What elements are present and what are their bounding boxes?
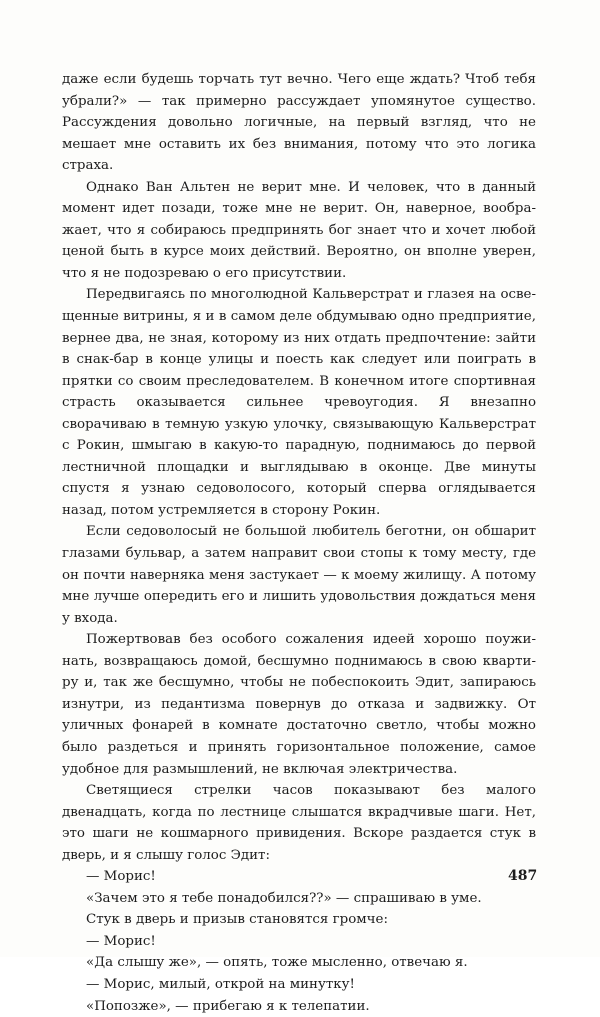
paragraph: Светящиеся стрелки часов показывают без малого двенадцать, когда по лестнице слышатся вкрадчивые шаги. Нет, это шаги не кошмарного привидения. Вскоре раздается стук в дверь, и я слышу голос Эдит: xyxy=(62,783,536,863)
dialogue-line: — Морис, милый, открой на минутку! xyxy=(86,976,355,992)
dialogue-line: «Попозже», — прибегаю я к телепатии. xyxy=(86,998,370,1014)
dialogue-line: — Морис! xyxy=(86,933,156,949)
body-text xyxy=(62,69,536,1017)
dialogue-line: — Морис! xyxy=(86,869,156,885)
paragraph: Однако Ван Альтен не верит мне. И человек, что в данный момент идет позади, тоже мне не верит. Он, наверное, воображает, что я собираюсь предпринять бог знает что и хочет любой ценой быть в курсе моих действий. Вероятно, он вполне уверен, что я не подозреваю о его присутствии. xyxy=(62,179,536,281)
page-number: 487 xyxy=(508,868,538,884)
paragraph: Передвигаясь по многолюдной Кальверстрат и глазея на освещенные витрины, я и в самом деле обдумываю одно предприятие, вернее два, не зная, которому из них отдать предпочтение: зайти в снак-бар в конце улицы и поесть как следует или поиграть в прятки со своим преследователем. В конечном итоге спортивная страсть оказывается сильнее чревоугодия. Я внезапно сворачиваю в темную узкую улочку, связывающую Кальверстрат с Рокин, шмыгаю в какую-то парадную, поднимаюсь до первой лестничной площадки и выглядываю в оконце. Две минуты спустя я узнаю седоволосого, который сперва оглядывается назад, потом устремляется в сторону Рокин. xyxy=(62,287,536,518)
dialogue-line: «Да слышу же», — опять, тоже мысленно, отвечаю я. xyxy=(86,955,468,971)
dialogue-line: «Зачем это я тебе понадобился??» — спрашиваю в уме. xyxy=(86,890,482,906)
paragraph-continuation: даже если будешь торчать тут вечно. Чего еще ждать? Чтоб тебя убрали?» — так примерно рассуждает упомянутое существо. Рассуждения довольно логичные, на первый взгляд, что не мешает мне оставить их без внимания, потому что это логика страха. xyxy=(62,72,536,174)
paragraph: Если седоволосый не большой любитель беготни, он обшарит глазами бульвар, а затем направит свои стопы к тому месту, где он почти наверняка меня застукает — к моему жилищу. А потому мне лучше опередить его и лишить удовольствия дождаться меня у входа. xyxy=(62,524,536,626)
paragraph: Пожертвовав без особого сожаления идеей хорошо поужинать, возвращаюсь домой, бесшумно поднимаюсь в свою квартиру и, так же бесшумно, чтобы не побеспокоить Эдит, запираюсь изнутри, из педантизма повернув до отказа и задвижку. От уличных фонарей в комнате достаточно светло, чтобы можно было раздеться и принять горизонтальное положение, самое удобное для размышлений, не включая электричества. xyxy=(62,632,536,777)
paragraph: Стук в дверь и призыв становятся громче: xyxy=(86,912,388,928)
